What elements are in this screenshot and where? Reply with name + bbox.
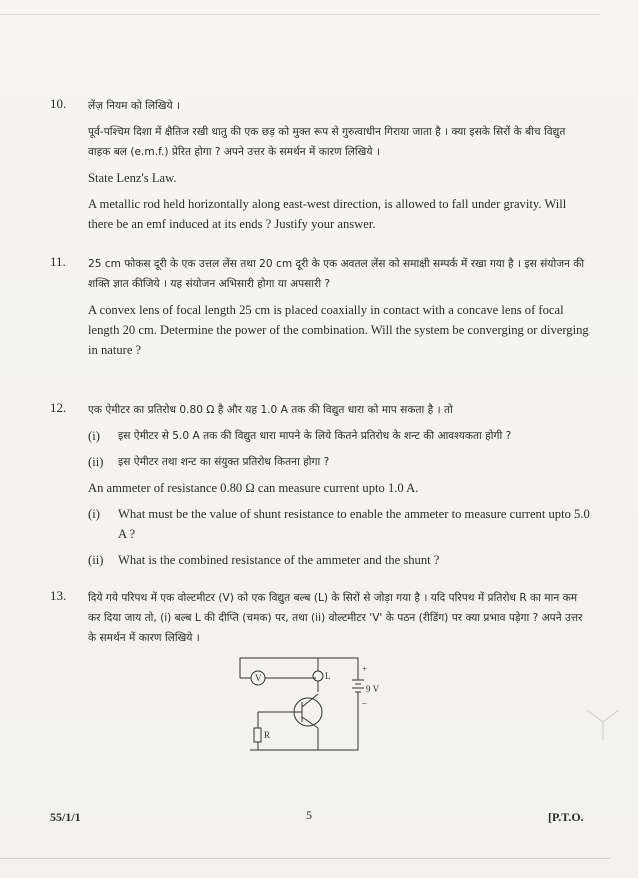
resistor-symbol xyxy=(254,728,261,742)
subpart-text: What is the combined resistance of the ammeter and the shunt ? xyxy=(118,553,440,567)
question-number: 13. xyxy=(50,588,67,603)
battery-plus-sign: + xyxy=(362,664,368,674)
question-hindi-title: लेंज़ नियम को लिखिये । xyxy=(88,100,180,112)
please-turn-over: [P.T.O. xyxy=(548,810,584,824)
bulb-label: L xyxy=(325,671,331,681)
subpart-i-hindi xyxy=(88,426,590,446)
voltmeter-label: V xyxy=(255,673,262,683)
question-hindi-body: दिये गये परिपथ में एक वोल्टमीटर (V) को एक विद्युत बल्ब (L) के सिरों से जोड़ा गया है । यदि परिपथ में प्रतिरोध R का मान कम कर दिया जाय तो, (i) बल्ब L की दीप्ति (चमक) पर, तथा (ii) वोल्टमीटर 'V' के पठन (रीडिंग) पर क्या प्रभाव पड़ेगा ? अपने उत्तर के समर्थन में कारण लिखिये । xyxy=(88,592,583,644)
subpart-ii-english xyxy=(88,550,590,570)
question-hindi-body: 25 cm फोकस दूरी के एक उत्तल लेंस तथा 20 cm दूरी के एक अवतल लेंस को समाक्षी सम्पर्क में रखा गया है । इस संयोजन की शक्ति ज्ञात कीजिये । यह संयोजन अभिसारी होगा या अपसारी ? xyxy=(88,258,585,290)
question-number: 10. xyxy=(50,96,67,111)
subpart-label: (ii) xyxy=(88,455,104,469)
question-english-intro: An ammeter of resistance 0.80 Ω can measure current upto 1.0 A. xyxy=(88,481,419,495)
question-english-title: State Lenz's Law. xyxy=(88,171,177,185)
subpart-label: (ii) xyxy=(88,553,104,567)
battery-label: 9 V xyxy=(366,684,380,694)
subpart-label: (i) xyxy=(88,507,100,521)
bottom-rule xyxy=(0,858,610,859)
battery-minus-sign: – xyxy=(362,698,367,708)
top-rule xyxy=(0,14,600,15)
question-english-body: A metallic rod held horizontally along east-west direction, is allowed to fall under gravity. Will there be an emf induced at its ends ? Justify your answer. xyxy=(88,197,567,231)
subpart-text: इस ऐमीटर तथा शन्ट का संयुक्त प्रतिरोध कितना होगा ? xyxy=(118,456,330,468)
subpart-text: इस ऐमीटर से 5.0 A तक की विद्युत धारा मापने के लिये कितने प्रतिरोध के शन्ट की आवश्यकता होगी ? xyxy=(118,430,512,442)
subpart-ii-hindi xyxy=(88,452,590,472)
question-number: 11. xyxy=(50,254,66,269)
question-english-body: A convex lens of focal length 25 cm is placed coaxially in contact with a concave lens of focal length 20 cm. Determine the power of the combination. Will the system be converging or diverging in nature ? xyxy=(88,303,589,357)
page-number: 5 xyxy=(306,808,312,822)
bulb-symbol xyxy=(313,671,323,681)
subpart-i-english xyxy=(88,504,590,544)
circuit-bottom-wire xyxy=(250,696,358,750)
circuit-diagram xyxy=(220,650,380,760)
paper-code: 55/1/1 xyxy=(50,810,81,824)
question-number: 12. xyxy=(50,400,67,415)
subpart-text: What must be the value of shunt resistance to enable the ammeter to measure current upto 5.0 A ? xyxy=(118,507,590,541)
resistor-label: R xyxy=(264,730,271,740)
bleed-through-marks xyxy=(585,700,625,760)
question-hindi-intro: एक ऐमीटर का प्रतिरोध 0.80 Ω है और यह 1.0 A तक की विद्युत धारा को माप सकता है । तो xyxy=(88,404,453,416)
subpart-label: (i) xyxy=(88,429,100,443)
question-hindi-body: पूर्व-पश्चिम दिशा में क्षैतिज रखी धातु की एक छड़ को मुक्त रूप से गुरुत्वाधीन गिराया जाता है । क्या इसके सिरों के बीच विद्युत वाहक बल (e.m.f.) प्रेरित होगा ? अपने उत्तर के समर्थन में कारण लिखिये । xyxy=(88,126,566,158)
